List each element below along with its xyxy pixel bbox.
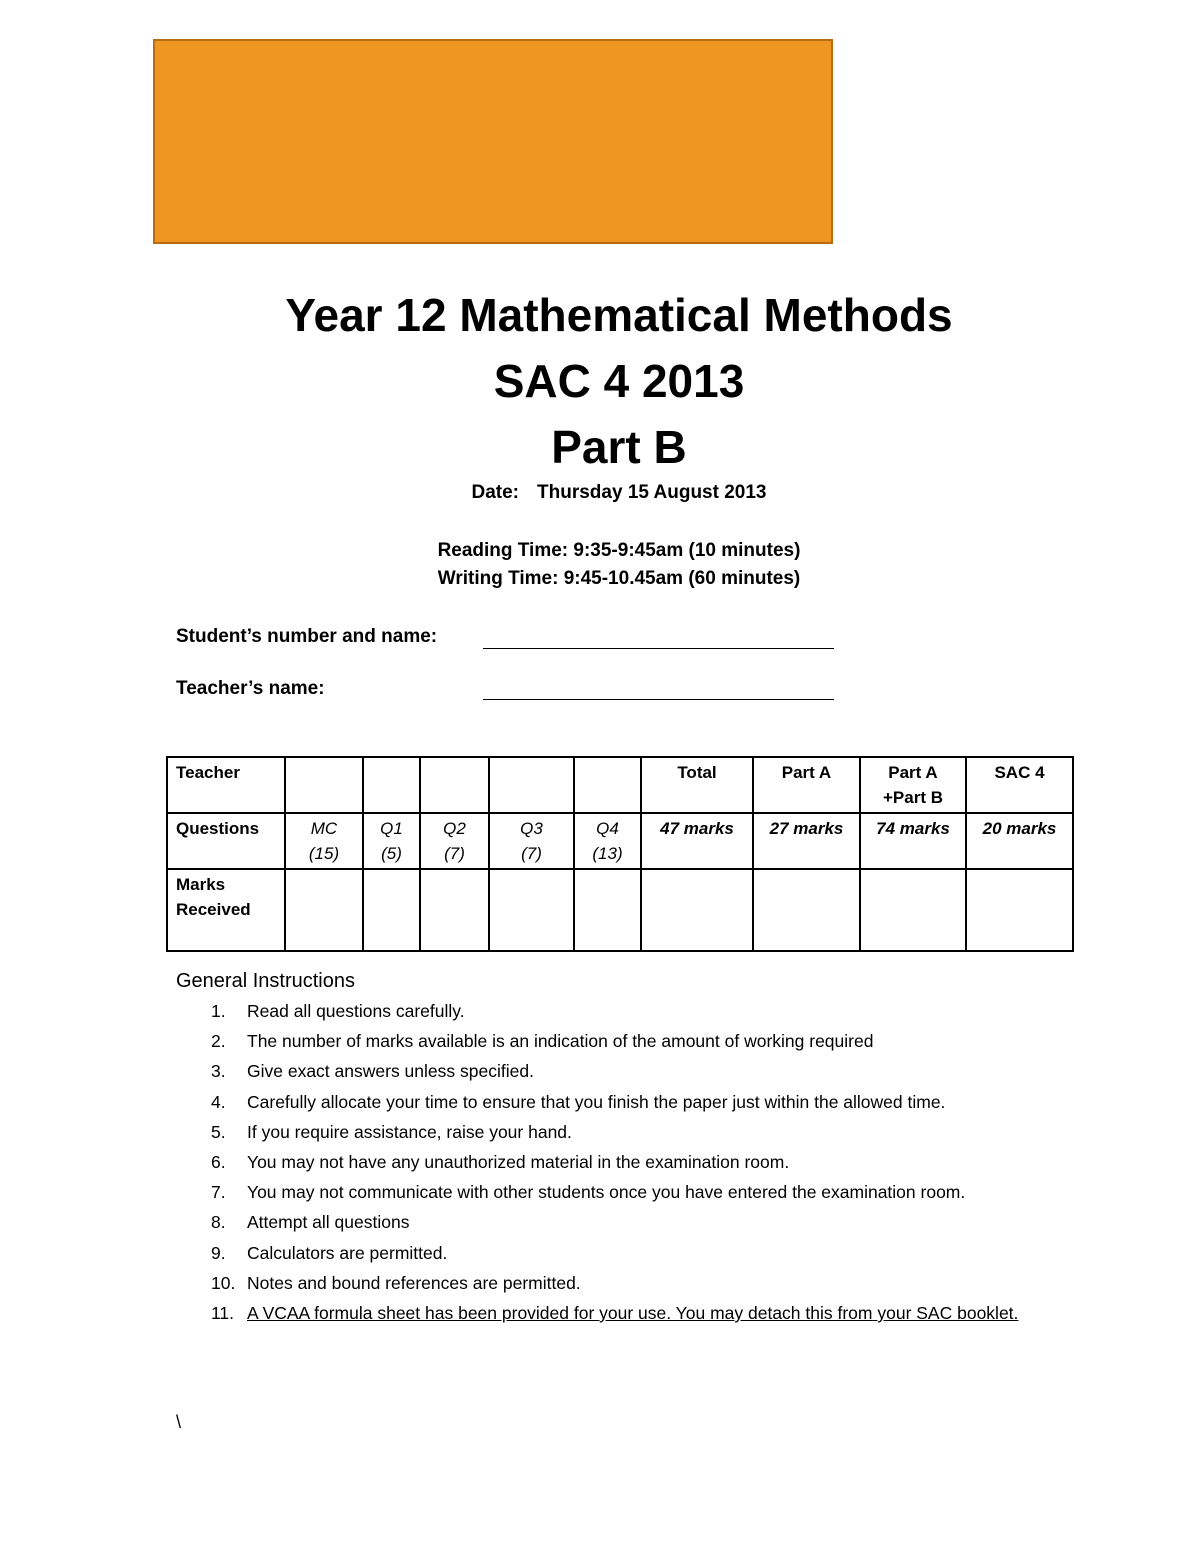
- table-cell: 74 marks: [860, 813, 966, 869]
- marks-table: [166, 756, 1074, 952]
- table-cell: Part A +Part B: [860, 757, 966, 813]
- header-banner: [153, 39, 833, 244]
- list-item: 10. Notes and bound references are permitted.: [211, 1272, 581, 1293]
- table-row: [167, 813, 1073, 869]
- table-row: [167, 869, 1073, 951]
- date-value: Thursday 15 August 2013: [537, 482, 767, 503]
- table-cell: 47 marks: [641, 813, 753, 869]
- list-item: 4. Carefully allocate your time to ensure that you finish the paper just within the allowed time.: [211, 1091, 946, 1112]
- table-cell[interactable]: [753, 869, 860, 951]
- table-cell[interactable]: [285, 757, 363, 813]
- instructions-heading: General Instructions: [176, 970, 355, 992]
- list-item: 11. A VCAA formula sheet has been provided for your use. You may detach this from your SAC booklet.: [211, 1303, 1019, 1324]
- table-cell: Marks Received: [167, 869, 285, 951]
- stray-mark: \: [176, 1412, 182, 1432]
- student-name-label: Student’s number and name:: [176, 626, 438, 647]
- title-line-1: Year 12 Mathematical Methods: [285, 289, 953, 341]
- list-item: 5. If you require assistance, raise your hand.: [211, 1121, 572, 1142]
- table-cell[interactable]: [641, 869, 753, 951]
- title-line-3: Part B: [551, 421, 687, 473]
- instructions-list: [176, 996, 1076, 1328]
- table-cell: Q1 (5): [363, 813, 420, 869]
- table-cell: Q4 (13): [574, 813, 641, 869]
- list-item: 3. Give exact answers unless specified.: [211, 1061, 534, 1082]
- writing-time: Writing Time: 9:45-10.45am (60 minutes): [437, 568, 801, 589]
- student-name-field[interactable]: [483, 648, 834, 649]
- teacher-name-field[interactable]: [483, 699, 834, 700]
- list-item: 7. You may not communicate with other students once you have entered the examination room.: [211, 1182, 966, 1203]
- table-cell[interactable]: [860, 869, 966, 951]
- table-cell[interactable]: [966, 869, 1073, 951]
- table-cell: Q3 (7): [489, 813, 574, 869]
- reading-time: Reading Time: 9:35-9:45am (10 minutes): [437, 540, 801, 561]
- list-item: 9. Calculators are permitted.: [211, 1242, 448, 1263]
- table-cell[interactable]: [489, 757, 574, 813]
- table-cell: 20 marks: [966, 813, 1073, 869]
- date-label: Date:: [471, 482, 520, 503]
- title-line-2: SAC 4 2013: [493, 355, 745, 407]
- table-cell: Total: [641, 757, 753, 813]
- title-block: [0, 282, 1200, 480]
- table-row: [167, 757, 1073, 813]
- table-cell: Teacher: [167, 757, 285, 813]
- table-cell[interactable]: [420, 869, 489, 951]
- table-cell: Questions: [167, 813, 285, 869]
- table-cell: Part A: [753, 757, 860, 813]
- table-cell: SAC 4: [966, 757, 1073, 813]
- table-cell: MC (15): [285, 813, 363, 869]
- table-cell: 27 marks: [753, 813, 860, 869]
- table-cell[interactable]: [285, 869, 363, 951]
- exam-date: [0, 482, 1200, 504]
- list-item: 6. You may not have any unauthorized material in the examination room.: [211, 1152, 790, 1173]
- teacher-name-label: Teacher’s name:: [176, 678, 325, 699]
- table-cell[interactable]: [489, 869, 574, 951]
- list-item: 8. Attempt all questions: [211, 1212, 410, 1233]
- table-cell[interactable]: [574, 757, 641, 813]
- list-item: 1. Read all questions carefully.: [211, 1001, 465, 1021]
- table-cell: Q2 (7): [420, 813, 489, 869]
- table-cell[interactable]: [363, 869, 420, 951]
- list-item: 2. The number of marks available is an indication of the amount of working required: [211, 1031, 874, 1052]
- table-cell[interactable]: [574, 869, 641, 951]
- table-cell[interactable]: [420, 757, 489, 813]
- table-cell[interactable]: [363, 757, 420, 813]
